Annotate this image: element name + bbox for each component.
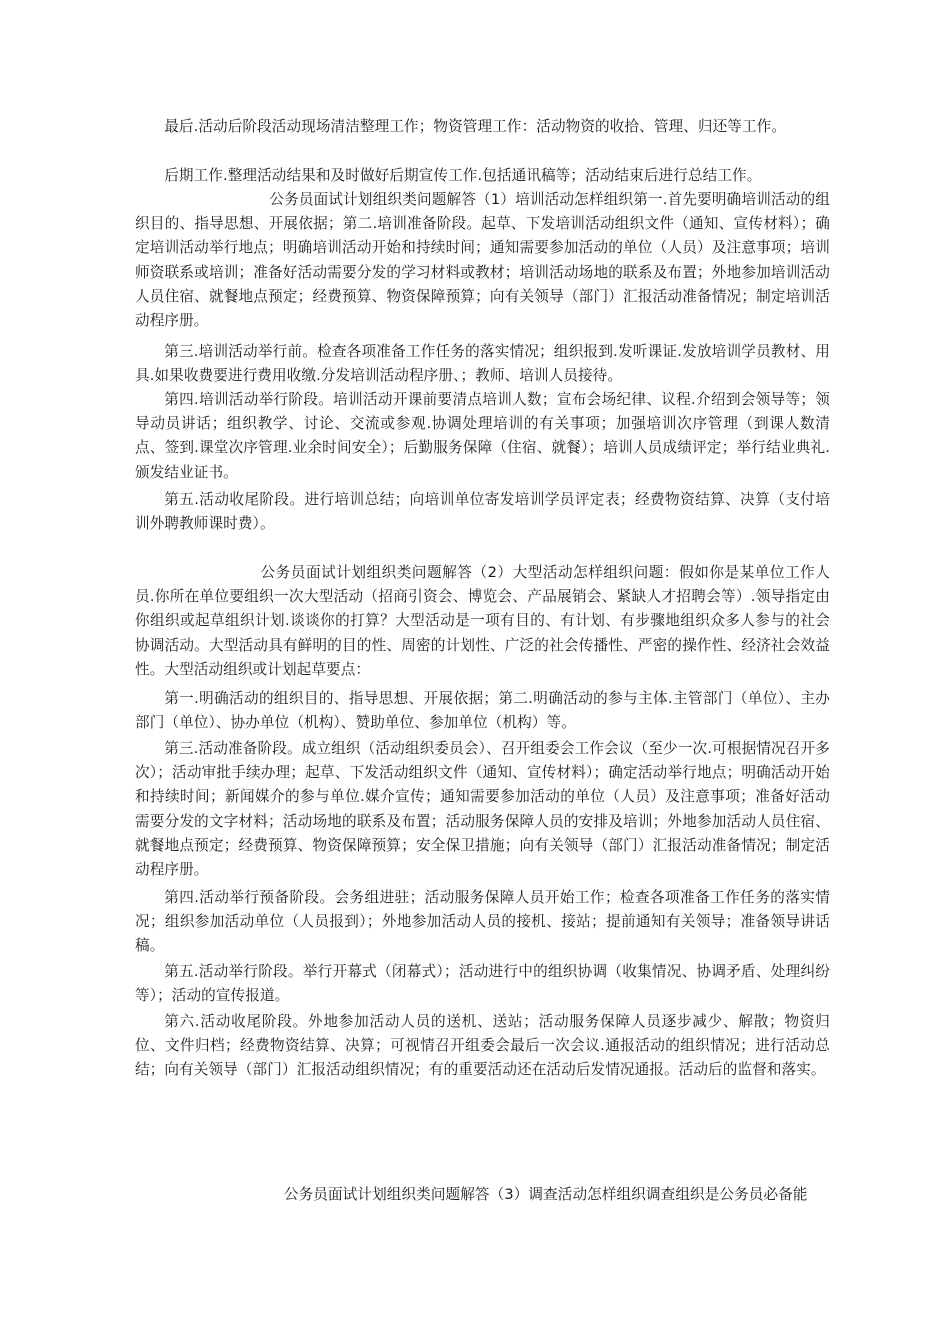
paragraph-training-step-5: 第五.活动收尾阶段。进行培训总结；向培训单位寄发培训学员评定表；经费物资结算、决算（支付培训外聘教师课时费）。 [135,491,830,533]
paragraph-training-step-4: 第四.培训活动举行阶段。培训活动开课前要清点培训人数；宣布会场纪律、议程.介绍到会领导等；领导动员讲话；组织教学、讨论、交流或参观.协调处理培训的有关事项；加强培训次序管理（到课人数清点、签到.课堂次序管理.业余时间安全）；后勤服务保障（住宿、就餐）；培训人员成绩评定；举行结业典礼.颁发结业证书。 [135,391,830,481]
paragraph-cleanup: 最后.活动后阶段活动现场清洁整理工作；物资管理工作：活动物资的收拾、管理、归还等工作。 [164,118,787,135]
paragraph-large-event-step-6: 第六.活动收尾阶段。外地参加活动人员的送机、送站；活动服务保障人员逐步减少、解散；物资归位、文件归档；经费物资结算、决算；可视情召开组委会最后一次会议.通报活动的组织情况；进行活动总结；向有关领导（部门）汇报活动组织情况；有的重要活动还在活动后发情况通报。活动后的监督和落实。 [135,1013,830,1079]
paragraph-later-work: 后期工作.整理活动结果和及时做好后期宣传工作.包括通讯稿等；活动结束后进行总结工作。 [164,167,762,184]
paragraph-training-activity-heading: 公务员面试计划组织类问题解答（1）培训活动怎样组织第一.首先要明确培训活动的组织目的、指导思想、开展依据；第二.培训准备阶段。起草、下发培训活动组织文件（通知、宣传材料）；确定培训活动举行地点；明确培训活动开始和持续时间；通知需要参加活动的单位（人员）及注意事项；培训师资联系或培训；准备好活动需要分发的学习材料或教材；培训活动场地的联系及布置；外地参加培训活动人员住宿、就餐地点预定；经费预算、物资保障预算；向有关领导（部门）汇报活动准备情况；制定培训活动程序册。 [135,191,830,330]
paragraph-large-event-heading: 公务员面试计划组织类问题解答（2）大型活动怎样组织问题：假如你是某单位工作人员.你所在单位要组织一次大型活动（招商引资会、博览会、产品展销会、紧缺人才招聘会等）.领导指定由你组织或起草组织计划.谈谈你的打算？大型活动是一项有目的、有计划、有步骤地组织众多人参与的社会协调活动。大型活动具有鲜明的目的性、周密的计划性、广泛的社会传播性、严密的操作性、经济社会效益性。大型活动组织或计划起草要点： [135,564,830,678]
paragraph-large-event-step-3: 第三.活动准备阶段。成立组织（活动组织委员会）、召开组委会工作会议（至少一次.可根据情况召开多次）；活动审批手续办理；起草、下发活动组织文件（通知、宣传材料）；确定活动举行地点；明确活动开始和持续时间；新闻媒介的参与单位.媒介宣传；通知需要参加活动的单位（人员）及注意事项；准备好活动需要分发的文字材料；活动场地的联系及布置；活动服务保障人员的安排及培训；外地参加活动人员住宿、就餐地点预定；经费预算、物资保障预算；安全保卫措施；向有关领导（部门）汇报活动准备情况；制定活动程序册。 [135,740,830,879]
paragraph-survey-activity-heading: 公务员面试计划组织类问题解答（3）调查活动怎样组织调查组织是公务员必备能 [283,1186,808,1203]
paragraph-training-step-3: 第三.培训活动举行前。检查各项准备工作任务的落实情况；组织报到.发听课证.发放培训学员教材、用具.如果收费要进行费用收缴.分发培训活动程序册、；教师、培训人员接待。 [135,343,830,385]
paragraph-large-event-step-1-2: 第一.明确活动的组织目的、指导思想、开展依据；第二.明确活动的参与主体.主管部门（单位）、主办部门（单位）、协办单位（机构）、赞助单位、参加单位（机构）等。 [135,690,830,732]
paragraph-large-event-step-5: 第五.活动举行阶段。举行开幕式（闭幕式）；活动进行中的组织协调（收集情况、协调矛盾、处理纠纷等）；活动的宣传报道。 [135,963,830,1005]
paragraph-large-event-step-4: 第四.活动举行预备阶段。会务组进驻；活动服务保障人员开始工作；检查各项准备工作任务的落实情况；组织参加活动单位（人员报到）；外地参加活动人员的接机、接站；提前通知有关领导；准备领导讲话稿。 [135,889,830,955]
